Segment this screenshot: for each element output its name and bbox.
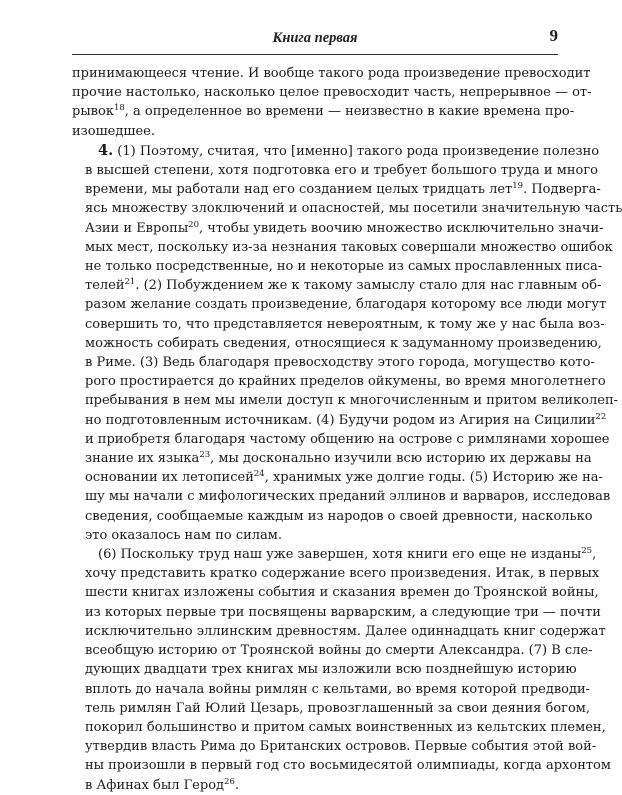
paragraph bbox=[72, 545, 611, 795]
text-line: не только посредственные, но и некоторые из самых прославленных писа- bbox=[85, 259, 603, 275]
footnote-ref: 25 bbox=[581, 546, 593, 557]
footnote-ref: 23 bbox=[199, 450, 211, 461]
footnote-ref: 26 bbox=[224, 776, 235, 787]
text-line: утвердив власть Рима до Британских островов. Первые события этой вой- bbox=[85, 739, 597, 755]
text-line: дующих двадцати трех книгах мы изложили всю позднейшую историю bbox=[85, 662, 577, 678]
footnote-ref: 19 bbox=[512, 181, 524, 192]
text-line: можность собирать сведения, относящиеся к задуманному произведению, bbox=[85, 335, 602, 351]
text-line: хочу представить кратко содержание всего произведения. Итак, в первых bbox=[85, 566, 600, 582]
text-line: вплоть до начала войны римлян с кельтами, во время которой предводи- bbox=[85, 681, 591, 697]
text-line: в Риме. (3) Ведь благодаря превосходству этого города, могущество кото- bbox=[85, 355, 595, 371]
text-line: шести книгах изложены события и сказания времен до Троянской войны, bbox=[85, 585, 599, 601]
text-line: совершить то, что представляется невероятным, к тому же у нас была воз- bbox=[85, 316, 605, 332]
text-line: принимающееся чтение. И вообще такого рода произведение превосходит bbox=[72, 66, 591, 81]
book-title: Книга первая bbox=[272, 30, 358, 46]
running-head bbox=[72, 26, 558, 50]
footnote-ref: 18 bbox=[113, 103, 125, 114]
section-number: 4. bbox=[98, 141, 114, 159]
body-text bbox=[72, 64, 622, 795]
text-line: но подготовленным источникам. (4) Будучи родом из Агирия на Сицилии$^{22}$ bbox=[85, 411, 607, 428]
text-line: тель римлян Гай Юлий Цезарь, провозглашенный за свои деяния богом, bbox=[85, 700, 591, 716]
text-line: разом желание создать произведение, благодаря которому все люди могут bbox=[85, 297, 607, 313]
text-line: шу мы начали с мифологических преданий эллинов и варваров, исследовав bbox=[85, 489, 611, 505]
text-line: сведения, сообщаемые каждым из народов о своей древности, насколько bbox=[85, 508, 593, 524]
text-line: в высшей степени, хотя подготовка его и требует большого труда и много bbox=[85, 163, 598, 179]
text-line: 4. (1) Поэтому, считая, что [именно] такого рода произведение полезно bbox=[98, 141, 600, 159]
text-line: телей$^{21}$. (2) Побуждением же к такому замыслу стало для нас главным об- bbox=[85, 277, 602, 294]
footnote-ref: 24 bbox=[253, 469, 265, 480]
text-line: ясь множеству злоключений и опасностей, мы посетили значительную часть bbox=[85, 201, 622, 217]
text-line: рывок$^{18}$, а определенное во времени — неизвестно в какие времена про- bbox=[72, 103, 575, 120]
text-line: Азии и Европы$^{20}$, чтобы увидеть воочию множество исключительно значи- bbox=[85, 219, 604, 236]
text-line: покорил большинство и притом самых воинственных из кельтских племен, bbox=[85, 719, 606, 735]
paragraph bbox=[72, 141, 622, 545]
text-line: в Афинах был Герод$^{26}$. bbox=[85, 776, 240, 793]
header-rule bbox=[72, 54, 558, 55]
text-line: мых мест, поскольку из-за незнания таковых совершали множество ошибок bbox=[85, 239, 613, 255]
text-line: изошедшее. bbox=[72, 123, 155, 139]
text-line: рого простирается до крайних пределов ойкумены, во время многолетнего bbox=[85, 374, 606, 390]
text-line: исключительно эллинским древностям. Далее одиннадцать книг содержат bbox=[85, 623, 606, 639]
text-line: основании их летописей$^{24}$, хранимых уже долгие годы. (5) Историю же на- bbox=[85, 469, 603, 486]
text-line: ны произошли в первый год сто восьмидесятой олимпиады, когда архонтом bbox=[85, 758, 611, 774]
text-line: пребывания в нем мы имели доступ к многочисленным и притом великолеп- bbox=[85, 393, 619, 409]
paragraph bbox=[72, 64, 592, 141]
text-line: из которых первые три посвящены варварским, а следующие три — почти bbox=[85, 604, 601, 620]
footnote-ref: 20 bbox=[188, 219, 199, 230]
text-line: это оказалось нам по силам. bbox=[85, 527, 283, 543]
footnote-ref: 21 bbox=[124, 277, 136, 288]
page-number: 9 bbox=[549, 26, 558, 45]
text-line: всеобщую историю от Троянской войны до смерти Александра. (7) В сле- bbox=[85, 643, 593, 659]
text-line: прочие настолько, насколько целое превосходит часть, непрерывное — от- bbox=[72, 85, 592, 101]
text-line: времени, мы работали над его созданием целых тридцать лет$^{19}$. Подверга- bbox=[85, 181, 601, 198]
text-line: (6) Поскольку труд наш уже завершен, хотя книги его еще не изданы$^{25}$, bbox=[98, 546, 597, 563]
text-line: и приобретя благодаря частому общению на острове с римлянами хорошее bbox=[85, 431, 610, 447]
text-line: знание их языка$^{23}$, мы досконально изучили всю историю их державы на bbox=[85, 450, 592, 467]
footnote-ref: 22 bbox=[595, 411, 607, 422]
